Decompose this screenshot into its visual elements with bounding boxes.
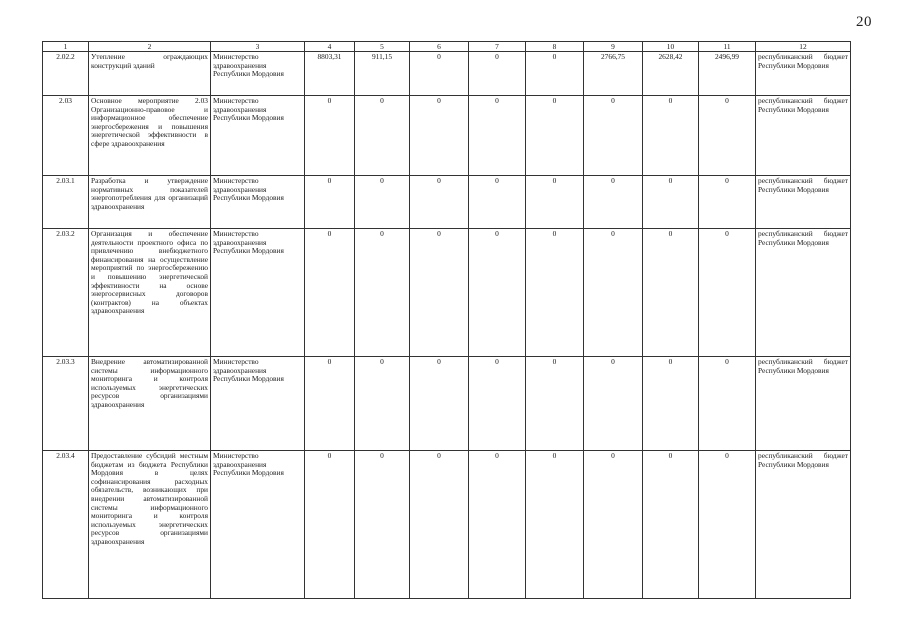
row-value-9: 0 — [584, 96, 643, 176]
column-header: 11 — [699, 42, 756, 52]
row-value-4: 0 — [305, 357, 355, 451]
row-funding-source: республиканский бюджет Республики Мордовия — [756, 451, 851, 599]
row-value-6: 0 — [410, 357, 469, 451]
row-value-11: 0 — [699, 96, 756, 176]
column-header: 3 — [211, 42, 305, 52]
row-value-6: 0 — [410, 52, 469, 96]
page-number: 20 — [856, 14, 872, 30]
row-value-7: 0 — [469, 96, 526, 176]
row-code: 2.03.2 — [43, 229, 89, 357]
row-value-11: 0 — [699, 357, 756, 451]
row-value-9: 0 — [584, 229, 643, 357]
row-code: 2.03.4 — [43, 451, 89, 599]
row-value-7: 0 — [469, 357, 526, 451]
column-header: 2 — [89, 42, 211, 52]
header-row — [43, 42, 851, 52]
row-description: Утепление ограждающих конструкций зданий — [89, 52, 211, 96]
row-description: Предоставление субсидий местным бюджетам из бюджета Республики Мордовия в целях софинансирования расходных обязательств, возникающих при внедрении автоматизированной системы информационного мониторинга и контроля используемых энергетических ресурсов организациями здравоохранения — [89, 451, 211, 599]
row-description: Внедрение автоматизированной системы информационного мониторинга и контроля используемых энергетических ресурсов организациями здравоохранения — [89, 357, 211, 451]
row-value-4: 0 — [305, 229, 355, 357]
row-funding-source: республиканский бюджет Республики Мордовия — [756, 229, 851, 357]
row-description: Разработка и утверждение нормативных показателей энергопотребления для организаций здравоохранения — [89, 176, 211, 229]
row-executor: Министерство здравоохранения Республики Мордовия — [211, 52, 305, 96]
row-description: Организация и обеспечение деятельности проектного офиса по привлечению внебюджетного финансирования на осуществление мероприятий по энергосбережению и повышению энергетической эффективности на основе энергосервисных договоров (контрактов) на объектах здравоохранения — [89, 229, 211, 357]
row-value-7: 0 — [469, 451, 526, 599]
row-value-8: 0 — [526, 96, 584, 176]
row-value-4: 8803,31 — [305, 52, 355, 96]
row-value-7: 0 — [469, 229, 526, 357]
row-funding-source: республиканский бюджет Республики Мордовия — [756, 357, 851, 451]
row-value-10: 2628,42 — [643, 52, 699, 96]
row-value-4: 0 — [305, 451, 355, 599]
row-funding-source: республиканский бюджет Республики Мордовия — [756, 176, 851, 229]
table-row — [43, 451, 851, 599]
row-value-10: 0 — [643, 96, 699, 176]
row-value-4: 0 — [305, 176, 355, 229]
row-description: Основное мероприятие 2.03 Организационно-правовое и информационное обеспечение энергосбережения и повышения энергетической эффективности в сфере здравоохранения — [89, 96, 211, 176]
row-value-11: 0 — [699, 229, 756, 357]
table-row — [43, 96, 851, 176]
row-executor: Министерство здравоохранения Республики Мордовия — [211, 96, 305, 176]
table-row — [43, 357, 851, 451]
row-value-8: 0 — [526, 451, 584, 599]
row-value-6: 0 — [410, 451, 469, 599]
column-header: 6 — [410, 42, 469, 52]
row-value-10: 0 — [643, 451, 699, 599]
row-code: 2.02.2 — [43, 52, 89, 96]
row-code: 2.03 — [43, 96, 89, 176]
row-executor: Министерство здравоохранения Республики Мордовия — [211, 229, 305, 357]
row-value-6: 0 — [410, 229, 469, 357]
row-value-10: 0 — [643, 229, 699, 357]
row-value-5: 0 — [355, 451, 410, 599]
row-value-8: 0 — [526, 52, 584, 96]
table-row — [43, 176, 851, 229]
column-header: 9 — [584, 42, 643, 52]
row-value-7: 0 — [469, 52, 526, 96]
row-value-11: 0 — [699, 176, 756, 229]
column-header: 8 — [526, 42, 584, 52]
column-header: 1 — [43, 42, 89, 52]
row-value-6: 0 — [410, 176, 469, 229]
row-funding-source: республиканский бюджет Республики Мордовия — [756, 96, 851, 176]
row-value-4: 0 — [305, 96, 355, 176]
row-value-7: 0 — [469, 176, 526, 229]
table-row — [43, 52, 851, 96]
row-value-8: 0 — [526, 357, 584, 451]
row-value-5: 0 — [355, 176, 410, 229]
row-value-5: 0 — [355, 357, 410, 451]
row-value-9: 0 — [584, 357, 643, 451]
row-code: 2.03.1 — [43, 176, 89, 229]
row-value-8: 0 — [526, 176, 584, 229]
row-value-9: 0 — [584, 176, 643, 229]
row-funding-source: республиканский бюджет Республики Мордовия — [756, 52, 851, 96]
column-header: 4 — [305, 42, 355, 52]
column-header: 5 — [355, 42, 410, 52]
row-value-11: 0 — [699, 451, 756, 599]
budget-table — [42, 41, 851, 599]
row-value-5: 911,15 — [355, 52, 410, 96]
row-value-6: 0 — [410, 96, 469, 176]
row-value-11: 2496,99 — [699, 52, 756, 96]
row-value-9: 0 — [584, 451, 643, 599]
row-value-5: 0 — [355, 229, 410, 357]
column-header: 10 — [643, 42, 699, 52]
table-row — [43, 229, 851, 357]
row-value-5: 0 — [355, 96, 410, 176]
row-value-8: 0 — [526, 229, 584, 357]
row-code: 2.03.3 — [43, 357, 89, 451]
row-executor: Министерство здравоохранения Республики Мордовия — [211, 176, 305, 229]
column-header: 7 — [469, 42, 526, 52]
row-executor: Министерство здравоохранения Республики Мордовия — [211, 357, 305, 451]
row-value-10: 0 — [643, 357, 699, 451]
row-value-9: 2766,75 — [584, 52, 643, 96]
row-value-10: 0 — [643, 176, 699, 229]
row-executor: Министерство здравоохранения Республики Мордовия — [211, 451, 305, 599]
column-header: 12 — [756, 42, 851, 52]
